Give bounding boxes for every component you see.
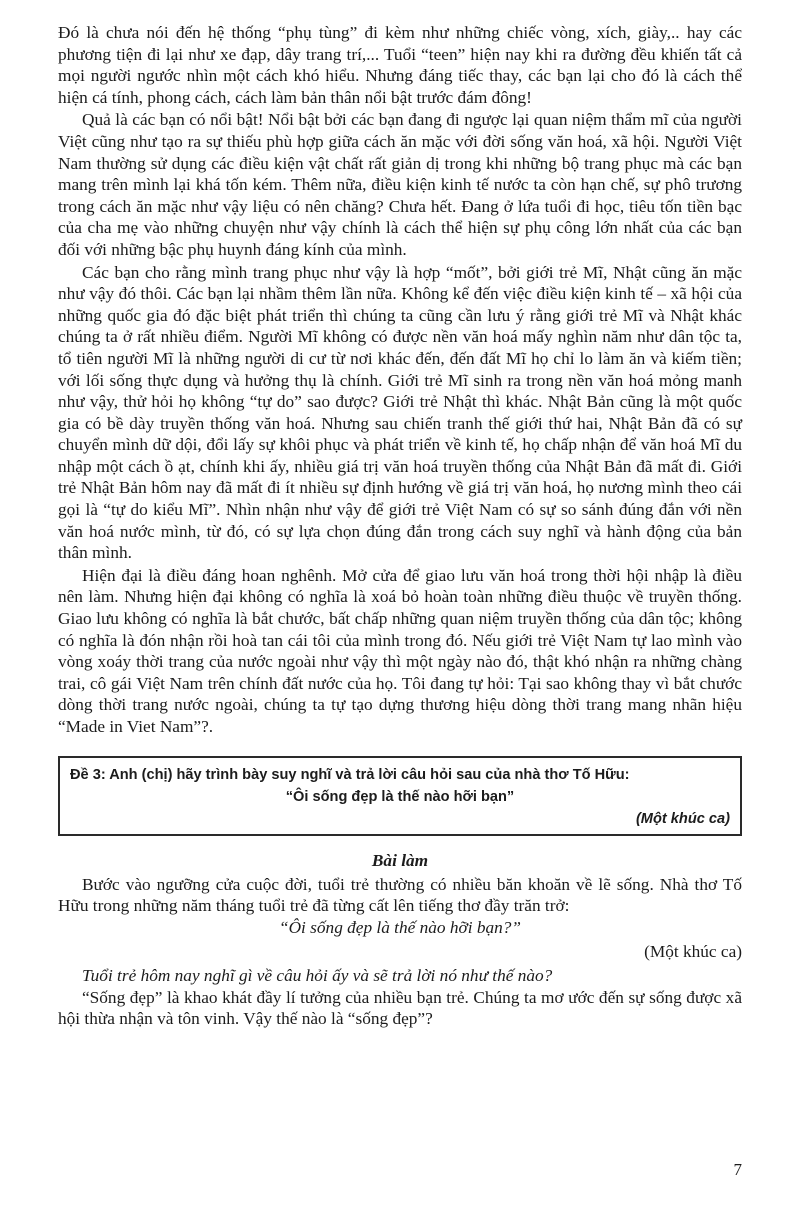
essay-intro: Bước vào ngưỡng cửa cuộc đời, tuổi trẻ thường có nhiều băn khoăn về lẽ sống. Nhà thơ Tố Hữu trong những năm tháng tuổi trẻ đã từng cất lên tiếng thơ đầy trăn trở:: [58, 874, 742, 916]
paragraph-2: Quả là các bạn có nổi bật! Nổi bật bởi các bạn đang đi ngược lại quan niệm thẩm mĩ của người Việt cũng như tạo ra sự thiếu phù hợp giữa cách ăn mặc với đời sống văn hoá, xã hội. Người Việt Nam thường sử dụng các điều kiện vật chất rất giản dị trong khi những bộ trang phục mà các bạn mang trên mình lại khá tốn kém. Thêm nữa, điều kiện kinh tế nước ta còn hạn chế, sự phô trương trong cách ăn mặc như vậy liệu có nên chăng? Chưa hết. Đang ở lứa tuổi đi học, tiêu tốn tiền bạc của cha mẹ vào những chuyện như vậy chính là cách thể hiện sự phụ công lớn nhất của các bạn đối với những bậc phụ huynh đáng kính của mình.: [58, 110, 742, 259]
essay-quote: “Ôi sống đẹp là thế nào hỡi bạn?”: [278, 917, 522, 937]
paragraph-3: Các bạn cho rằng mình trang phục như vậy là hợp “mốt”, bởi giới trẻ Mĩ, Nhật cũng ăn mặc như vậy đó thôi. Các bạn lại nhầm thêm lần nữa. Không kể đến việc điều kiện kinh tế – xã hội của những quốc gia đó đặc biệt phát triển thì chúng ta cũng cần lưu ý rằng giới trẻ Mĩ và Nhật khác chúng ta ở rất nhiều điểm. Người Mĩ không có được nền văn hoá mấy nghìn năm như dân tộc ta, tổ tiên người Mĩ là những người di cư từ nơi khác đến, đến đất Mĩ họ chỉ lo làm ăn và kiếm tiền; với lối sống thực dụng và hưởng thụ là chính. Giới trẻ Mĩ sinh ra trong nền văn hoá mỏng manh như vậy, thử hỏi họ không “tự do” sao được? Giới trẻ Nhật thì khác. Nhật Bản cũng là một quốc gia có bề dày truyền thống văn hoá. Nhưng sau chiến tranh thế giới thứ hai, Nhật Bản đã có sự chuyển mình dữ dội, đổi lấy sự khôi phục và phát triển về kinh tế, họ chấp nhận để văn hoá Mĩ du nhập một cách ồ ạt, chính khi ấy, nhiều giá trị văn hoá truyền thống của Nhật Bản đã mất đi. Giới trẻ Nhật Bản hôm nay đã mất đi ít nhiều sự định hướng về giá trị văn hoá, họ nương mình theo cái gọi là “tự do kiểu Mĩ”. Nhìn nhận như vậy để giới trẻ Việt Nam có sự so sánh đúng đắn với nền văn hoá nước mình, từ đó, có sự lựa chọn đúng đắn trong cách suy nghĩ và hành động của bản thân mình.: [58, 262, 742, 563]
prompt-quote: “Ôi sống đẹp là thế nào hỡi bạn”: [285, 788, 515, 805]
essay-question: Tuổi trẻ hôm nay nghĩ gì về câu hỏi ấy và sẽ trả lời nó như thế nào?: [82, 965, 553, 985]
paragraph-4: Hiện đại là điều đáng hoan nghênh. Mở cửa để giao lưu văn hoá trong thời hội nhập là điều nên làm. Nhưng hiện đại không có nghĩa là xoá bỏ hoàn toàn những điều thuộc về truyền thống. Giao lưu không có nghĩa là bắt chước, bất chấp những quan niệm truyền thống của dân tộc; không có nghĩa là đón nhận rồi hoà tan cái tôi của mình trong đó. Nếu giới trẻ Việt Nam tự lao mình vào vòng xoáy thời trang của nước ngoài như vậy thì một ngày nào đó, thật khó nhận ra những chàng trai, cô gái Việt Nam trên chính đất nước của họ. Tôi đang tự hỏi: Tại sao không thay vì bắt chước dòng thời trang nước ngoài, chúng ta tự tạo dựng thương hiệu dòng thời trang mang nhãn hiệu “Made in Viet Nam”?.: [58, 565, 742, 736]
essay-title: Bài làm: [371, 850, 429, 870]
essay-body: “Sống đẹp” là khao khát đầy lí tưởng của nhiều bạn trẻ. Chúng ta mơ ước đến sự sống được xã hội thừa nhận và tôn vinh. Vậy thế nào là “sống đẹp”?: [58, 987, 742, 1029]
essay-quote-source: (Một khúc ca): [644, 941, 742, 961]
paragraph-1: Đó là chưa nói đến hệ thống “phụ tùng” đi kèm như những chiếc vòng, xích, giày,.. hay các phương tiện đi lại như xe đạp, dây trang trí,... Tuổi “teen” hiện nay khi ra đường đều khiến tất cả mọi người ngước nhìn một cách khó hiểu. Nhưng đáng tiếc thay, các bạn lại cho đó là cách thể hiện cá tính, phong cách, cách làm bản thân nổi bật trước đám đông!: [58, 23, 742, 107]
prompt-text: Đề 3: Anh (chị) hãy trình bày suy nghĩ và trả lời câu hỏi sau của nhà thơ Tố Hữu:: [70, 766, 630, 783]
prompt-source: (Một khúc ca): [635, 810, 730, 827]
essay-prompt-box: [58, 756, 742, 836]
page-number: 7: [733, 1160, 742, 1179]
